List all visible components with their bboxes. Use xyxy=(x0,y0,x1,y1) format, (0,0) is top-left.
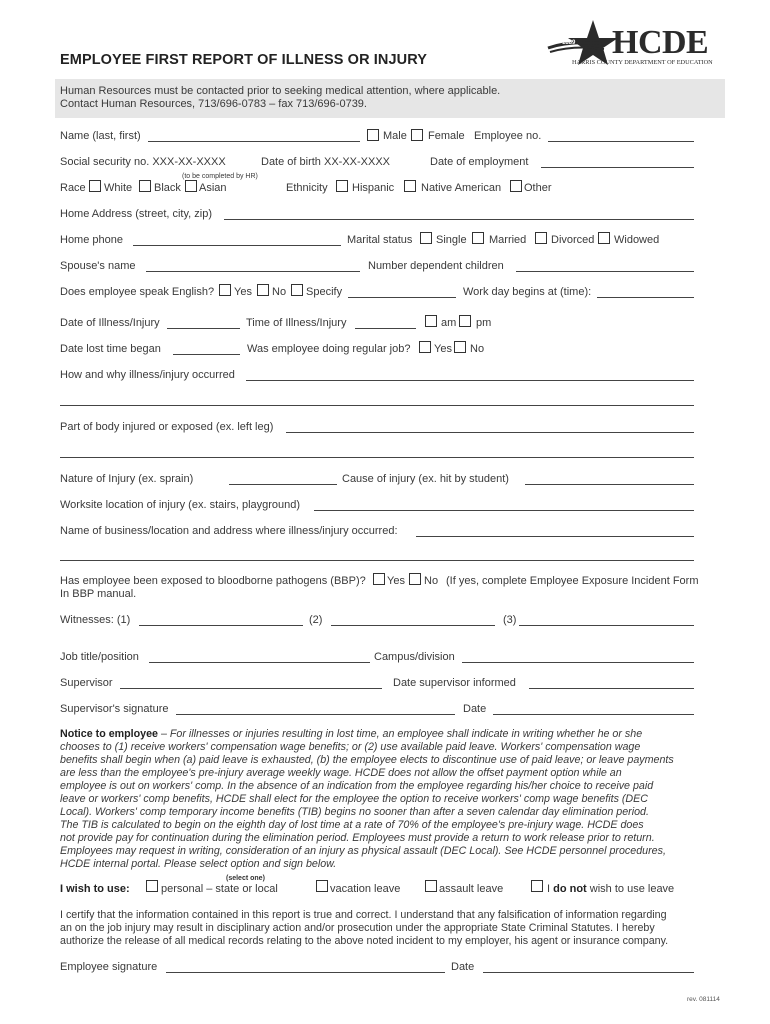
job-title-field[interactable] xyxy=(149,662,370,663)
notice-heading: Notice to employee xyxy=(60,728,158,740)
regular-job-yes-checkbox[interactable] xyxy=(419,341,431,353)
notice-line: – For illnesses or injuries resulting in lost time, an employee shall indicate in writing whether he or she xyxy=(158,728,643,740)
num-dependent-label: Number dependent children xyxy=(368,260,504,272)
dob-label: Date of birth XX-XX-XXXX xyxy=(261,156,390,168)
logo-subtitle: HARRIS COUNTY DEPARTMENT OF EDUCATION xyxy=(572,59,713,66)
date-illness-field[interactable] xyxy=(167,328,240,329)
job-title-label: Job title/position xyxy=(60,651,139,663)
page-title: EMPLOYEE FIRST REPORT OF ILLNESS OR INJURY xyxy=(60,52,428,68)
other-checkbox[interactable] xyxy=(510,180,522,192)
white-label: White xyxy=(104,182,133,194)
divorced-checkbox[interactable] xyxy=(535,232,547,244)
specify-checkbox[interactable] xyxy=(291,284,303,296)
male-checkbox[interactable] xyxy=(367,129,379,141)
notice-line: Employees may request in writing, consideration of an injury as physical assault (DEC Local). See HCDE personnel procedures, xyxy=(60,845,666,857)
witness-3-field[interactable] xyxy=(519,625,694,626)
date-lost-time-label: Date lost time began xyxy=(60,343,161,355)
date-illness-label: Date of Illness/Injury xyxy=(60,317,160,329)
hispanic-label: Hispanic xyxy=(352,182,395,194)
supervisor-date-label: Date xyxy=(463,703,487,715)
employee-date-label: Date xyxy=(451,961,475,973)
am-checkbox[interactable] xyxy=(425,315,437,327)
worksite-field[interactable] xyxy=(314,510,694,511)
bbp-note-2: In BBP manual. xyxy=(60,588,137,600)
name-field[interactable] xyxy=(148,141,360,142)
female-checkbox[interactable] xyxy=(411,129,423,141)
witness-3-label: (3) xyxy=(503,614,517,626)
supervisor-field[interactable] xyxy=(120,688,382,689)
date-employment-label: Date of employment xyxy=(430,156,529,168)
personal-leave-checkbox[interactable] xyxy=(146,880,158,892)
supervisor-date-field[interactable] xyxy=(493,714,694,715)
supervisor-label: Supervisor xyxy=(60,677,113,689)
english-yes-checkbox[interactable] xyxy=(219,284,231,296)
certify-paragraph xyxy=(60,909,668,948)
single-label: Single xyxy=(436,234,467,246)
no-leave-i: I xyxy=(547,883,551,895)
pm-checkbox[interactable] xyxy=(459,315,471,327)
widowed-checkbox[interactable] xyxy=(598,232,610,244)
male-label: Male xyxy=(383,130,407,142)
regular-job-no-label: No xyxy=(470,343,485,355)
bbp-no-checkbox[interactable] xyxy=(409,573,421,585)
bbp-question-label: Has employee been exposed to bloodborne pathogens (BBP)? xyxy=(60,575,366,587)
female-label: Female xyxy=(428,130,465,142)
bbp-yes-checkbox[interactable] xyxy=(373,573,385,585)
notice-line: are less than the employee's pre-injury average weekly wage. HCDE does not allow the offset payment option while an xyxy=(60,767,622,779)
black-label: Black xyxy=(154,182,181,194)
how-why-label: How and why illness/injury occurred xyxy=(60,369,235,381)
select-one-note: (select one) xyxy=(226,875,265,882)
ethnicity-label: Ethnicity xyxy=(286,182,328,194)
regular-job-yes-label: Yes xyxy=(434,343,452,355)
native-american-checkbox[interactable] xyxy=(404,180,416,192)
notice-line: leave or workers' comp benefits, HCDE shall elect for the employee the option to receive workers' comp wage benefits (DEC xyxy=(60,793,649,805)
home-address-field[interactable] xyxy=(224,219,694,220)
name-label: Name (last, first) xyxy=(60,130,141,142)
worksite-label: Worksite location of injury (ex. stairs, playground) xyxy=(60,499,301,511)
hr-notice-line1: Human Resources must be contacted prior to seeking medical attention, where applicable. xyxy=(60,85,501,97)
divorced-label: Divorced xyxy=(551,234,595,246)
bbp-yes-label: Yes xyxy=(387,575,405,587)
part-body-field-line2[interactable] xyxy=(60,457,694,458)
cause-injury-field[interactable] xyxy=(525,484,694,485)
employee-no-label: Employee no. xyxy=(474,130,542,142)
black-checkbox[interactable] xyxy=(139,180,151,192)
notice-paragraph xyxy=(60,728,674,871)
revision-label: rev. 081114 xyxy=(687,996,720,1003)
regular-job-no-checkbox[interactable] xyxy=(454,341,466,353)
english-no-checkbox[interactable] xyxy=(257,284,269,296)
employee-date-field[interactable] xyxy=(483,972,694,973)
widowed-label: Widowed xyxy=(614,234,660,246)
certify-line: an on the job injury may result in disciplinary action and/or prosecution under the appropriate State Criminal Statutes. I hereby xyxy=(60,922,655,934)
english-no-label: No xyxy=(272,286,287,298)
assault-leave-label: assault leave xyxy=(439,883,504,895)
employee-sig-label: Employee signature xyxy=(60,961,158,973)
certify-line: authorize the release of all medical records relating to the above noted incident to my employer, his agent or insurance company. xyxy=(60,935,669,947)
personal-leave-label: personal – state or local xyxy=(161,883,278,895)
business-name-label: Name of business/location and address where illness/injury occurred: xyxy=(60,525,398,537)
no-leave-do-not: do not xyxy=(553,883,587,895)
how-why-field-line2[interactable] xyxy=(60,405,694,406)
white-checkbox[interactable] xyxy=(89,180,101,192)
notice-line: The TIB is calculated to begin on the eighth day of lost time at a rate of 70% of the employee's pre-injury wage. HCDE does xyxy=(60,819,644,831)
vacation-leave-label: vacation leave xyxy=(330,883,401,895)
specify-label: Specify xyxy=(306,286,343,298)
witness-2-label: (2) xyxy=(309,614,323,626)
time-illness-field[interactable] xyxy=(355,328,416,329)
notice-line: benefits shall begin when (a) paid leave is exhausted, (b) the employee elects to discontinue use of paid leave; or leave payments xyxy=(60,754,674,766)
how-why-field[interactable] xyxy=(246,380,694,381)
employee-sig-field[interactable] xyxy=(166,972,445,973)
campus-field[interactable] xyxy=(462,662,694,663)
campus-label: Campus/division xyxy=(374,651,455,663)
home-address-label: Home Address (street, city, zip) xyxy=(60,208,213,220)
supervisor-sig-label: Supervisor's signature xyxy=(60,703,169,715)
am-label: am xyxy=(441,317,457,329)
date-supervisor-field[interactable] xyxy=(529,688,694,689)
supervisor-sig-field[interactable] xyxy=(176,714,455,715)
native-american-label: Native American xyxy=(421,182,502,194)
notice-line: HCDE internal portal. Please select option and sign below. xyxy=(60,858,337,870)
nature-injury-field[interactable] xyxy=(229,484,337,485)
assault-leave-checkbox[interactable] xyxy=(425,880,437,892)
part-body-field[interactable] xyxy=(286,432,694,433)
hr-notice-line2: Contact Human Resources, 713/696-0783 – fax 713/696-0739. xyxy=(60,98,367,110)
spouse-name-field[interactable] xyxy=(146,271,360,272)
married-label: Married xyxy=(489,234,527,246)
date-employment-field[interactable] xyxy=(541,167,694,168)
witness-1-field[interactable] xyxy=(139,625,303,626)
home-phone-label: Home phone xyxy=(60,234,123,246)
business-name-field-line2[interactable] xyxy=(60,560,694,561)
wish-label: I wish to use: xyxy=(60,883,130,895)
married-checkbox[interactable] xyxy=(472,232,484,244)
bbp-note: (If yes, complete Employee Exposure Incident Form xyxy=(446,575,699,587)
specify-field[interactable] xyxy=(348,297,456,298)
notice-line: chooses to (1) receive workers' compensation wage benefits; or (2) use available paid leave. Workers' compensation wage xyxy=(60,741,641,753)
date-supervisor-label: Date supervisor informed xyxy=(393,677,516,689)
speak-english-label: Does employee speak English? xyxy=(60,286,215,298)
marital-status-label: Marital status xyxy=(347,234,413,246)
bbp-no-label: No xyxy=(424,575,439,587)
nature-injury-label: Nature of Injury (ex. sprain) xyxy=(60,473,194,485)
no-leave-label xyxy=(547,883,674,896)
vacation-leave-checkbox[interactable] xyxy=(316,880,328,892)
hcde-logo xyxy=(546,18,731,70)
english-yes-label: Yes xyxy=(234,286,252,298)
work-day-begins-label: Work day begins at (time): xyxy=(463,286,592,298)
part-body-label: Part of body injured or exposed (ex. left leg) xyxy=(60,421,274,433)
no-leave-tail: wish to use leave xyxy=(589,883,675,895)
time-illness-label: Time of Illness/Injury xyxy=(246,317,347,329)
cause-injury-label: Cause of injury (ex. hit by student) xyxy=(342,473,509,485)
asian-checkbox[interactable] xyxy=(185,180,197,192)
business-name-field[interactable] xyxy=(416,536,694,537)
notice-line: Local). Workers' comp temporary income benefits (TIB) begins no sooner than after a seven calendar day elimination period. xyxy=(60,806,649,818)
pm-label: pm xyxy=(476,317,492,329)
witness-2-field[interactable] xyxy=(331,625,495,626)
date-lost-time-field[interactable] xyxy=(173,354,240,355)
race-label: Race xyxy=(60,182,86,194)
home-phone-field[interactable] xyxy=(133,245,341,246)
num-dependent-field[interactable] xyxy=(516,271,694,272)
employee-no-field[interactable] xyxy=(548,141,694,142)
ssn-note: (to be completed by HR) xyxy=(182,173,258,180)
logo-year: 1889 xyxy=(562,40,576,46)
logo-text: HCDE xyxy=(612,24,709,61)
no-leave-checkbox[interactable] xyxy=(531,880,543,892)
regular-job-label: Was employee doing regular job? xyxy=(247,343,411,355)
work-day-begins-field[interactable] xyxy=(597,297,694,298)
single-checkbox[interactable] xyxy=(420,232,432,244)
hispanic-checkbox[interactable] xyxy=(336,180,348,192)
ssn-label: Social security no. XXX-XX-XXXX xyxy=(60,156,226,168)
witnesses-label: Witnesses: (1) xyxy=(60,614,131,626)
spouse-name-label: Spouse's name xyxy=(60,260,136,272)
other-label: Other xyxy=(524,182,552,194)
certify-line: I certify that the information contained in this report is true and correct. I understand that any falsification of information regarding xyxy=(60,909,667,921)
notice-line: employee is out on workers' comp. In the absence of an indication from the employee regarding his/her choice to receive paid xyxy=(60,780,654,792)
asian-label: Asian xyxy=(199,182,227,194)
notice-line: not provide pay for continuation during the elimination period. Employees must provide a return to work release prior to return. xyxy=(60,832,655,844)
